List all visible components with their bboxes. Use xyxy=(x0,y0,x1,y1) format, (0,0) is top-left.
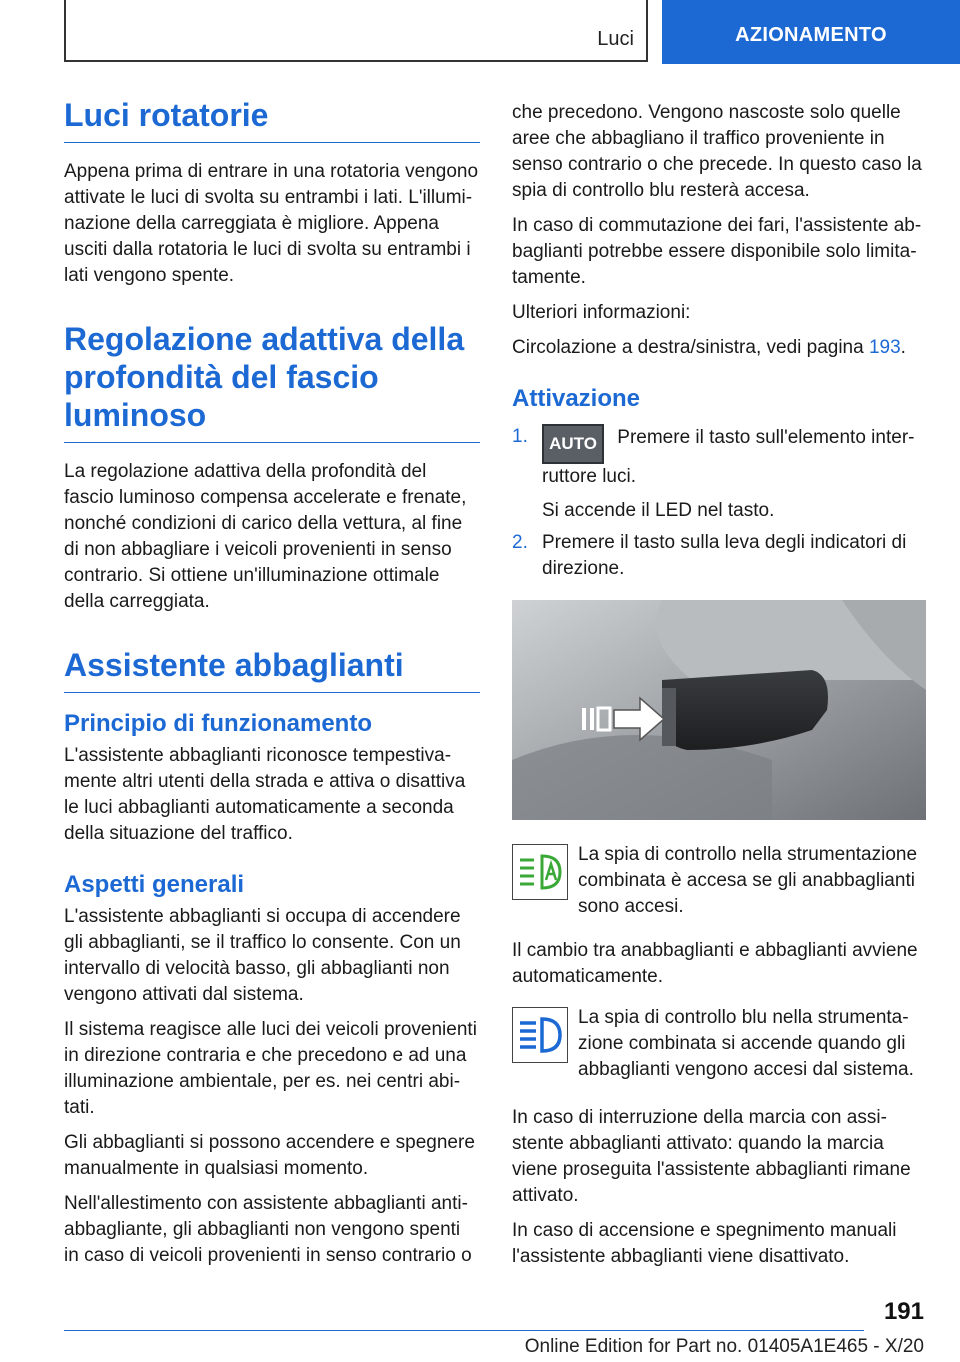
subheading-attivazione: Attivazione xyxy=(512,385,641,412)
indicator-row-2 xyxy=(512,1005,924,1083)
step-2 xyxy=(512,530,924,582)
page-number: 191 xyxy=(883,1298,924,1325)
left-column xyxy=(64,96,480,1278)
step-2-text: Premere il tasto sulla leva degli indicatori di direzione. xyxy=(542,532,907,579)
high-beam-blue-indicator-icon xyxy=(512,1007,568,1063)
page-link-193[interactable]: 193 xyxy=(868,337,901,358)
paragraph-accensione: In caso di accensione e spegnimento manuali l'assistente abbaglianti viene disattivato. xyxy=(512,1220,897,1267)
step-number: 2. xyxy=(512,532,528,553)
paragraph-circolazione: Circolazione a destra/sinistra, vedi pagina 193. xyxy=(512,337,906,358)
step-1 xyxy=(512,424,924,524)
paragraph-cambio: Il cambio tra anabbaglianti e abbaglianti avviene automaticamente. xyxy=(512,940,918,987)
paragraph-continuation: che precedono. Vengono nascoste solo quelle aree che abbagliano il traffico proveniente in senso contrario o che precede. In questo caso la spia di controllo blu resterà accesa. xyxy=(512,102,922,201)
subheading-aspetti: Aspetti generali xyxy=(64,871,245,898)
paragraph-aspetti-4: Nell'allestimento con assistente abbaglianti antiabbagliante, gli abbaglianti non vengono spenti in caso di veicoli provenienti in senso contrario o xyxy=(64,1193,472,1266)
indicator-row-1 xyxy=(512,842,924,920)
auto-high-beam-green-indicator-icon xyxy=(512,844,568,900)
indicator-text-2: La spia di controllo blu nella strumentazione combinata si accende quando gli abbaglianti vengono accesi dal sistema. xyxy=(578,1007,914,1080)
paragraph-aspetti-1: L'assistente abbaglianti si occupa di accendere gli abbaglianti, se il traffico lo consente. Con un intervallo di velocità basso, gli abbaglianti non vengono attivati dal sistema. xyxy=(64,906,461,1005)
header-frame xyxy=(64,0,648,62)
footer-divider xyxy=(64,1330,864,1331)
section-title: Luci xyxy=(597,28,634,50)
footer-edition: Online Edition for Part no. 01405A1E465 - X/20 xyxy=(524,1336,924,1357)
heading-regolazione: Regolazione adattiva della profondità del fascio luminoso xyxy=(64,320,480,443)
subheading-principio: Principio di funzionamento xyxy=(64,710,372,737)
turn-signal-lever-illustration xyxy=(512,600,926,820)
paragraph-regolazione: La regolazione adattiva della profondità del fascio luminoso compensa accelerate e frenate, nonché condizioni di carico della vettura, al fine di non abbagliare i veicoli provenienti in senso contrario. Si ottiene un'illuminazione ottimale della carreggiata. xyxy=(64,461,467,612)
chapter-tab[interactable]: AZIONAMENTO xyxy=(662,0,960,64)
indicator-text-1: La spia di controllo nella strumentazione combinata è accesa se gli anabbaglianti sono accesi. xyxy=(578,844,918,917)
paragraph-rotatorie: Appena prima di entrare in una rotatoria vengono attivate le luci di svolta su entrambi i lati. L'illuminazione della carreggiata è migliore. Appena usciti dalla rotatoria le luci di svolta su entrambi i lati vengono spente. xyxy=(64,161,479,286)
paragraph-aspetti-3: Gli abbaglianti si possono accendere e spegnere manualmente in qualsiasi momento. xyxy=(64,1132,475,1179)
paragraph-ulteriori: Ulteriori informazioni: xyxy=(512,302,691,323)
right-column xyxy=(512,100,924,1279)
step-1-text: Premere il tasto sull'elemento interruttore luci. xyxy=(542,427,915,487)
paragraph-aspetti-2: Il sistema reagisce alle luci dei veicoli provenienti in direzione contraria e che precedono e ad una illuminazione ambientale, per es. nei centri abitati. xyxy=(64,1019,477,1118)
heading-assistente-abbaglianti: Assistente abbaglianti xyxy=(64,646,480,693)
auto-button-icon: AUTO xyxy=(542,424,604,464)
step-1-sub: Si accende il LED nel tasto. xyxy=(542,500,775,521)
paragraph-principio: L'assistente abbaglianti riconosce tempestivamente altri utenti della strada e attiva o disattiva le luci abbaglianti automaticamente a seconda della situazione del traffico. xyxy=(64,745,466,844)
step-number: 1. xyxy=(512,426,528,447)
heading-luci-rotatorie: Luci rotatorie xyxy=(64,96,480,143)
paragraph-interruzione: In caso di interruzione della marcia con assistente abbaglianti attivato: quando la marcia viene proseguita l'assistente abbaglianti rimane attivato. xyxy=(512,1107,911,1206)
paragraph-commutazione: In caso di commutazione dei fari, l'assistente abbaglianti potrebbe essere disponibile solo limitatamente. xyxy=(512,215,922,288)
